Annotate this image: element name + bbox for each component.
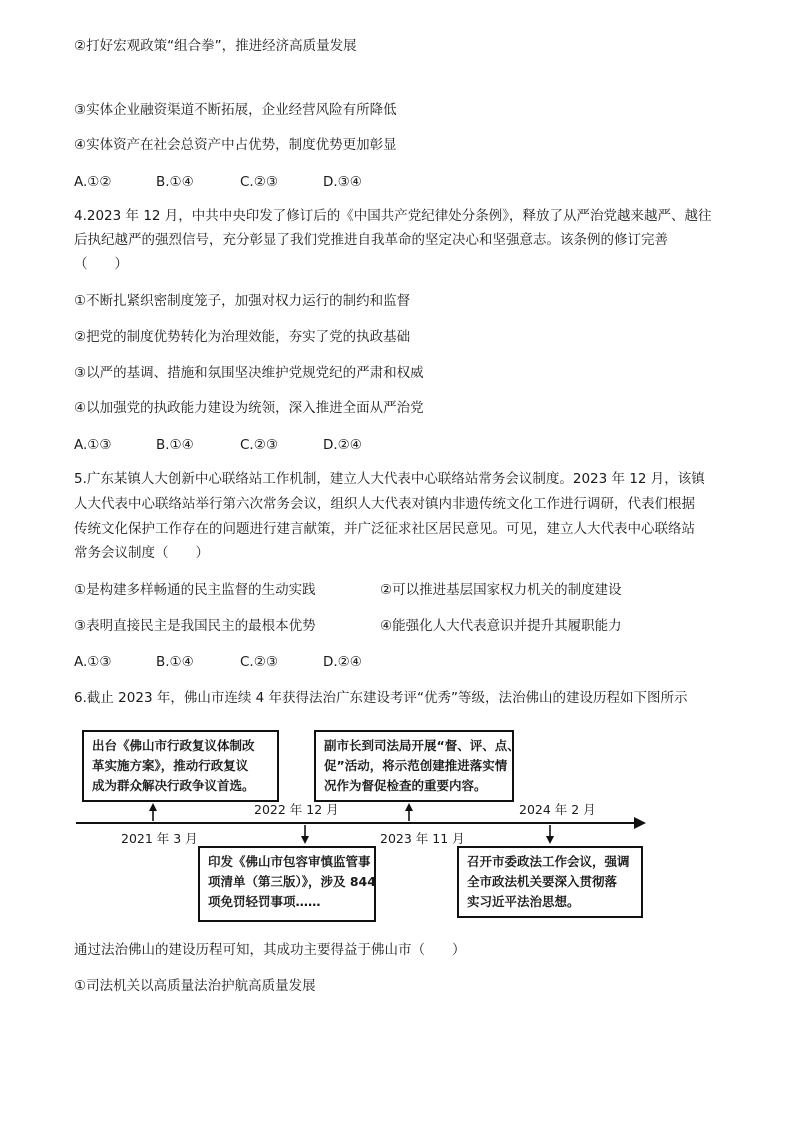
box-4-line-1: 召开市委政法工作会议，强调	[467, 854, 630, 869]
timeline-date-4: 2024 年 2 月	[519, 802, 596, 817]
box-3-line-2: 促”活动，将示范创建推进落实情	[324, 758, 508, 773]
connector-4-arrow	[546, 836, 554, 844]
timeline-arrowhead	[634, 817, 646, 829]
timeline-event-box-1	[82, 730, 279, 802]
choice-a[interactable]: A.①③	[74, 654, 112, 670]
q4-option-1: ①不断扎紧织密制度笼子，加强对权力运行的制约和监督	[74, 293, 411, 309]
choice-d[interactable]: D.③④	[323, 174, 362, 190]
q6-question: 通过法治佛山的建设历程可知，其成功主要得益于佛山市（ ）	[74, 942, 466, 958]
q5-option-2: ②可以推进基层国家权力机关的制度建设	[380, 582, 622, 598]
box-2-line-1: 印发《佛山市包容审慎监管事	[208, 854, 371, 869]
timeline-event-box-2	[198, 846, 376, 922]
timeline-date-3: 2023 年 11 月	[380, 831, 465, 846]
choice-c[interactable]: C.②③	[240, 437, 278, 453]
choice-d[interactable]: D.②④	[323, 437, 362, 453]
choice-d[interactable]: D.②④	[323, 654, 362, 670]
choice-a[interactable]: A.①③	[74, 437, 112, 453]
choice-c[interactable]: C.②③	[240, 654, 278, 670]
choice-a[interactable]: A.①②	[74, 174, 112, 190]
connector-3-arrow	[405, 803, 413, 811]
choice-b[interactable]: B.①④	[156, 437, 194, 453]
q5-option-4: ④能强化人大代表意识并提升其履职能力	[380, 618, 622, 634]
q4-stem-line-3: （ ）	[74, 256, 128, 272]
box-1-line-2: 革实施方案》，推动行政复议	[92, 758, 249, 773]
q4-option-2: ②把党的制度优势转化为治理效能，夯实了党的执政基础	[74, 329, 411, 345]
box-4-line-2: 全市政法机关要深入贯彻落	[467, 874, 618, 889]
q4-option-4: ④以加强党的执政能力建设为统领，深入推进全面从严治党	[74, 400, 424, 416]
connector-2-arrow	[301, 836, 309, 844]
q4-stem-line-2: 后执纪越严的强烈信号，充分彰显了我们党推进自我革命的坚定决心和坚强意志。该条例的修订完善	[74, 232, 668, 248]
q5-stem-line-2: 人大代表中心联络站举行第六次常务会议，组织人大代表对镇内非遗传统文化工作进行调研，代表们根据	[74, 496, 695, 512]
box-3-line-3: 况作为督促检查的重要内容。	[324, 778, 487, 793]
q4-stem-line-1: 4.2023 年 12 月，中共中央印发了修订后的《中国共产党纪律处分条例》，释放了从严治党越来越严、越往	[74, 208, 712, 224]
q4-option-3: ③以严的基调、措施和氛围坚决维护党规党纪的严肃和权威	[74, 365, 424, 381]
timeline-event-box-4	[457, 846, 643, 918]
q3-option-3: ③实体企业融资渠道不断拓展，企业经营风险有所降低	[74, 102, 397, 118]
box-2-line-2: 项清单（第三版）》，涉及 844	[208, 874, 376, 889]
connector-1-arrow	[149, 803, 157, 811]
q5-option-3: ③表明直接民主是我国民主的最根本优势	[74, 618, 316, 634]
timeline-event-box-3	[314, 730, 520, 802]
box-2-line-3: 项免罚轻罚事项……	[208, 894, 321, 909]
q6-stem: 6.截止 2023 年，佛山市连续 4 年获得法治广东建设考评“优秀”等级，法治佛山的建设历程如下图所示	[74, 690, 688, 706]
box-4-line-3: 实习近平法治思想。	[467, 894, 580, 909]
timeline-date-1: 2021 年 3 月	[121, 831, 198, 846]
box-1-line-1: 出台《佛山市行政复议体制改	[92, 738, 255, 753]
box-1-line-3: 成为群众解决行政争议首选。	[92, 778, 255, 793]
choice-b[interactable]: B.①④	[156, 654, 194, 670]
choice-c[interactable]: C.②③	[240, 174, 278, 190]
timeline-date-2: 2022 年 12 月	[254, 802, 339, 817]
q5-stem-line-1: 5.广东某镇人大创新中心联络站工作机制，建立人大代表中心联络站常务会议制度。2023 年 12 月，该镇	[74, 471, 705, 487]
q6-option-1: ①司法机关以高质量法治护航高质量发展	[74, 978, 316, 994]
choice-b[interactable]: B.①④	[156, 174, 194, 190]
box-3-line-1: 副市长到司法局开展“督、评、点、	[324, 738, 520, 753]
q3-option-2: ②打好宏观政策“组合拳”，推进经济高质量发展	[74, 38, 357, 54]
q5-stem-line-4: 常务会议制度（ ）	[74, 545, 209, 561]
q5-stem-line-3: 传统文化保护工作存在的问题进行建言献策，并广泛征求社区居民意见。可见，建立人大代表中心联络站	[74, 521, 695, 537]
q5-option-1: ①是构建多样畅通的民主监督的生动实践	[74, 582, 316, 598]
q3-option-4: ④实体资产在社会总资产中占优势，制度优势更加彰显	[74, 137, 397, 153]
